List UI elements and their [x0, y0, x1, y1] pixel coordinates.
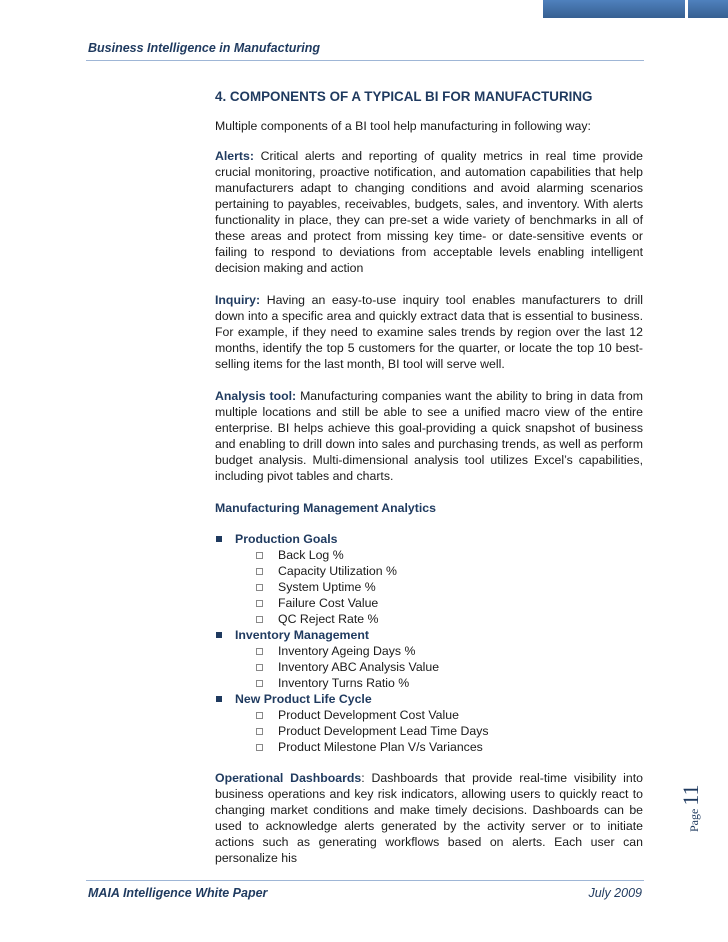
header-decoration	[543, 0, 728, 18]
list-item: Product Development Cost Value	[215, 707, 643, 723]
hollow-square-bullet-icon	[256, 600, 263, 607]
operational-term: Operational Dashboards	[215, 771, 362, 785]
footer-divider	[86, 880, 644, 881]
list-item: Inventory ABC Analysis Value	[215, 659, 643, 675]
square-bullet-icon	[216, 696, 222, 702]
running-header: Business Intelligence in Manufacturing	[88, 41, 320, 55]
list-item: System Uptime %	[215, 579, 643, 595]
page-number-value: 11	[678, 784, 703, 806]
group-label: New Product Life Cycle	[235, 692, 372, 706]
alerts-term: Alerts:	[215, 149, 254, 163]
header-color-block	[688, 0, 728, 18]
inquiry-text: Having an easy-to-use inquiry tool enables manufacturers to drill down into a specific area and quickly extract data that is essential to business. For example, if they need to examine sales trends by region over the last 12 months, identify the top 5 customers for the quarter, or locate the top 10 best-selling items for the last month, BI tool will serve well.	[215, 293, 643, 371]
group-production-goals	[215, 531, 643, 547]
analytics-title: Manufacturing Management Analytics	[215, 501, 436, 515]
footer-title: MAIA Intelligence White Paper	[88, 886, 268, 900]
hollow-square-bullet-icon	[256, 712, 263, 719]
square-bullet-icon	[216, 632, 222, 638]
hollow-square-bullet-icon	[256, 584, 263, 591]
list-item: Inventory Turns Ratio %	[215, 675, 643, 691]
footer-date: July 2009	[588, 886, 642, 900]
analysis-text: Manufacturing companies want the ability to bring in data from multiple locations and still be able to see a unified macro view of the entire enterprise. BI helps achieve this goal-providing a quick snapshot of business and enabling to drill down into sales and purchasing trends, as well as perform budget analysis. Multi-dimensional analysis tool utilizes Excel’s capabilities, including pivot tables and charts.	[215, 389, 643, 483]
operational-dashboards-paragraph	[215, 770, 643, 866]
inquiry-paragraph	[215, 292, 643, 372]
intro-text: Multiple components of a BI tool help manufacturing in following way:	[215, 119, 591, 133]
hollow-square-bullet-icon	[256, 728, 263, 735]
inquiry-term: Inquiry:	[215, 293, 261, 307]
list-item: Product Development Lead Time Days	[215, 723, 643, 739]
group-inventory-management	[215, 627, 643, 643]
hollow-square-bullet-icon	[256, 568, 263, 575]
section-heading: 4. COMPONENTS OF A TYPICAL BI FOR MANUFACTURING	[215, 89, 593, 104]
group-label: Production Goals	[235, 532, 338, 546]
list-item: Inventory Ageing Days %	[215, 643, 643, 659]
header-color-band	[543, 0, 685, 18]
square-bullet-icon	[216, 536, 222, 542]
alerts-text: Critical alerts and reporting of quality metrics in real time provide crucial monitoring, proactive notification, and automation capabilities that help manufacturers adapt to changing conditions and avoid alarming scenarios pertaining to payables, receivables, budgets, sales, and inventory. With alerts functionality in place, they can pre-set a wide variety of benchmarks in all of these areas and protect from missing key time- or date-sensitive events or failing to respond to deviations from acceptable levels enabling intelligent decision making and action	[215, 149, 643, 275]
analysis-paragraph	[215, 388, 643, 484]
alerts-paragraph	[215, 148, 643, 276]
page-number	[678, 784, 710, 832]
hollow-square-bullet-icon	[256, 664, 263, 671]
list-item: QC Reject Rate %	[215, 611, 643, 627]
list-item: Capacity Utilization %	[215, 563, 643, 579]
list-item: Failure Cost Value	[215, 595, 643, 611]
operational-text: : Dashboards that provide real-time visibility into business operations and key risk indicators, allowing users to quickly react to changing market conditions and make timely decisions. Dashboards can be used to acknowledge alerts generated by the activity server or to initiate actions such as generating workflows based on alerts. Each user can personalize his	[215, 771, 643, 865]
analysis-term: Analysis tool:	[215, 389, 297, 403]
hollow-square-bullet-icon	[256, 744, 263, 751]
list-item: Product Milestone Plan V/s Variances	[215, 739, 643, 755]
page-word: Page	[687, 808, 701, 832]
hollow-square-bullet-icon	[256, 680, 263, 687]
hollow-square-bullet-icon	[256, 648, 263, 655]
main-content	[215, 88, 643, 866]
group-label: Inventory Management	[235, 628, 369, 642]
hollow-square-bullet-icon	[256, 616, 263, 623]
header-divider	[86, 60, 644, 61]
group-new-product-life-cycle	[215, 691, 643, 707]
list-item: Back Log %	[215, 547, 643, 563]
hollow-square-bullet-icon	[256, 552, 263, 559]
